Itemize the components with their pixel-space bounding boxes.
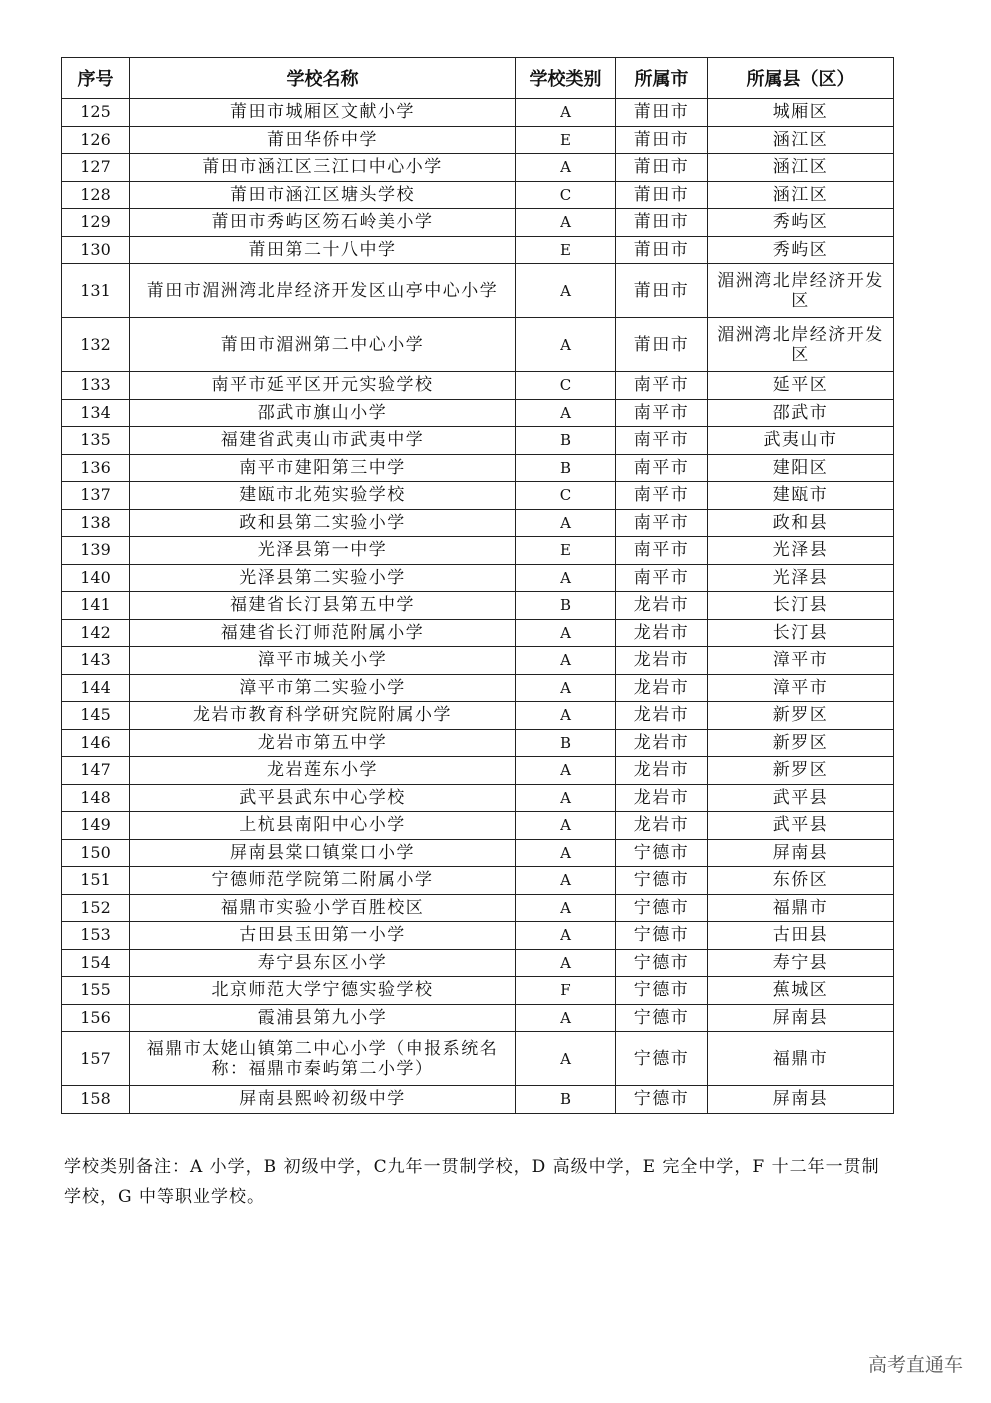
cell-city: 南平市 (616, 482, 708, 510)
cell-school-name: 霞浦县第九小学 (130, 1004, 516, 1032)
table-row (62, 537, 894, 565)
cell-county: 建瓯市 (708, 482, 894, 510)
cell-index: 147 (62, 757, 130, 785)
cell-city: 南平市 (616, 537, 708, 565)
cell-city: 宁德市 (616, 949, 708, 977)
cell-city: 南平市 (616, 372, 708, 400)
cell-index: 125 (62, 99, 130, 127)
cell-county: 屏南县 (708, 1004, 894, 1032)
cell-city: 龙岩市 (616, 729, 708, 757)
cell-school-category: A (516, 399, 616, 427)
cell-school-category: B (516, 454, 616, 482)
cell-city: 宁德市 (616, 922, 708, 950)
table-row (62, 674, 894, 702)
cell-city: 莆田市 (616, 318, 708, 372)
table-row (62, 702, 894, 730)
table-row (62, 839, 894, 867)
cell-city: 龙岩市 (616, 812, 708, 840)
cell-school-category: A (516, 647, 616, 675)
cell-city: 南平市 (616, 454, 708, 482)
cell-county: 秀屿区 (708, 236, 894, 264)
cell-school-name: 漳平市第二实验小学 (130, 674, 516, 702)
cell-county: 漳平市 (708, 674, 894, 702)
cell-county: 屏南县 (708, 1086, 894, 1114)
cell-school-name: 福建省长汀县第五中学 (130, 592, 516, 620)
cell-county: 新罗区 (708, 757, 894, 785)
school-table (61, 57, 894, 1114)
cell-index: 126 (62, 126, 130, 154)
cell-index: 133 (62, 372, 130, 400)
cell-city: 莆田市 (616, 181, 708, 209)
cell-school-category: A (516, 619, 616, 647)
cell-school-name: 上杭县南阳中心小学 (130, 812, 516, 840)
table-row (62, 812, 894, 840)
cell-index: 155 (62, 977, 130, 1005)
cell-city: 龙岩市 (616, 592, 708, 620)
header-school-name: 学校名称 (130, 58, 516, 99)
cell-index: 132 (62, 318, 130, 372)
cell-school-name: 政和县第二实验小学 (130, 509, 516, 537)
table-row (62, 454, 894, 482)
cell-index: 153 (62, 922, 130, 950)
cell-county: 涵江区 (708, 181, 894, 209)
cell-county: 屏南县 (708, 839, 894, 867)
table-row (62, 867, 894, 895)
cell-county: 武夷山市 (708, 427, 894, 455)
cell-index: 138 (62, 509, 130, 537)
cell-county: 新罗区 (708, 702, 894, 730)
table-row (62, 784, 894, 812)
cell-county: 蕉城区 (708, 977, 894, 1005)
cell-county: 涵江区 (708, 126, 894, 154)
cell-county: 湄洲湾北岸经济开发区 (708, 264, 894, 318)
cell-city: 莆田市 (616, 209, 708, 237)
cell-school-name: 屏南县熙岭初级中学 (130, 1086, 516, 1114)
cell-index: 158 (62, 1086, 130, 1114)
cell-school-name: 武平县武东中心学校 (130, 784, 516, 812)
table-row (62, 318, 894, 372)
cell-city: 宁德市 (616, 1086, 708, 1114)
cell-school-name: 莆田市涵江区塘头学校 (130, 181, 516, 209)
cell-index: 131 (62, 264, 130, 318)
cell-index: 151 (62, 867, 130, 895)
table-row (62, 509, 894, 537)
cell-school-name: 莆田市湄洲第二中心小学 (130, 318, 516, 372)
table-row (62, 757, 894, 785)
cell-index: 143 (62, 647, 130, 675)
cell-school-name: 宁德师范学院第二附属小学 (130, 867, 516, 895)
cell-school-category: C (516, 482, 616, 510)
cell-index: 152 (62, 894, 130, 922)
cell-school-name: 龙岩莲东小学 (130, 757, 516, 785)
cell-city: 南平市 (616, 399, 708, 427)
cell-school-name: 莆田市城厢区文献小学 (130, 99, 516, 127)
cell-city: 莆田市 (616, 99, 708, 127)
cell-city: 南平市 (616, 427, 708, 455)
cell-school-name: 寿宁县东区小学 (130, 949, 516, 977)
table-row (62, 209, 894, 237)
cell-school-name: 莆田市涵江区三江口中心小学 (130, 154, 516, 182)
cell-city: 宁德市 (616, 1004, 708, 1032)
cell-city: 龙岩市 (616, 757, 708, 785)
cell-index: 137 (62, 482, 130, 510)
cell-school-category: A (516, 922, 616, 950)
cell-index: 145 (62, 702, 130, 730)
cell-school-name: 福鼎市太姥山镇第二中心小学（申报系统名称：福鼎市秦屿第二小学） (130, 1032, 516, 1086)
cell-city: 宁德市 (616, 894, 708, 922)
cell-index: 156 (62, 1004, 130, 1032)
cell-school-category: A (516, 318, 616, 372)
cell-school-category: A (516, 894, 616, 922)
cell-school-name: 南平市建阳第三中学 (130, 454, 516, 482)
cell-index: 146 (62, 729, 130, 757)
cell-index: 136 (62, 454, 130, 482)
cell-school-name: 莆田市湄洲湾北岸经济开发区山亭中心小学 (130, 264, 516, 318)
cell-school-category: B (516, 592, 616, 620)
cell-school-category: E (516, 126, 616, 154)
cell-city: 龙岩市 (616, 619, 708, 647)
cell-county: 长汀县 (708, 592, 894, 620)
cell-county: 城厢区 (708, 99, 894, 127)
cell-city: 宁德市 (616, 867, 708, 895)
header-index: 序号 (62, 58, 130, 99)
table-row (62, 592, 894, 620)
cell-city: 龙岩市 (616, 647, 708, 675)
cell-school-name: 莆田市秀屿区笏石岭美小学 (130, 209, 516, 237)
cell-school-category: A (516, 564, 616, 592)
cell-school-category: A (516, 812, 616, 840)
table-row (62, 482, 894, 510)
cell-index: 141 (62, 592, 130, 620)
cell-school-category: E (516, 537, 616, 565)
table-header-row (62, 58, 894, 99)
cell-school-name: 古田县玉田第一小学 (130, 922, 516, 950)
cell-county: 漳平市 (708, 647, 894, 675)
table-row (62, 1086, 894, 1114)
cell-index: 128 (62, 181, 130, 209)
cell-county: 建阳区 (708, 454, 894, 482)
cell-school-category: A (516, 702, 616, 730)
cell-index: 130 (62, 236, 130, 264)
cell-city: 宁德市 (616, 839, 708, 867)
cell-county: 邵武市 (708, 399, 894, 427)
cell-city: 莆田市 (616, 154, 708, 182)
cell-index: 148 (62, 784, 130, 812)
cell-county: 秀屿区 (708, 209, 894, 237)
table-row (62, 99, 894, 127)
cell-school-name: 屏南县棠口镇棠口小学 (130, 839, 516, 867)
cell-county: 武平县 (708, 812, 894, 840)
table-row (62, 181, 894, 209)
header-county: 所属县（区） (708, 58, 894, 99)
table-row (62, 1032, 894, 1086)
table-row (62, 729, 894, 757)
cell-county: 涵江区 (708, 154, 894, 182)
cell-county: 福鼎市 (708, 894, 894, 922)
cell-school-category: A (516, 867, 616, 895)
table-row (62, 619, 894, 647)
cell-school-category: A (516, 1032, 616, 1086)
cell-county: 武平县 (708, 784, 894, 812)
table-row (62, 399, 894, 427)
table-row (62, 1004, 894, 1032)
cell-index: 140 (62, 564, 130, 592)
cell-index: 135 (62, 427, 130, 455)
cell-school-category: A (516, 839, 616, 867)
cell-school-category: B (516, 427, 616, 455)
cell-index: 129 (62, 209, 130, 237)
header-city: 所属市 (616, 58, 708, 99)
table-row (62, 372, 894, 400)
cell-school-category: A (516, 209, 616, 237)
cell-school-category: A (516, 1004, 616, 1032)
cell-city: 莆田市 (616, 126, 708, 154)
cell-county: 光泽县 (708, 537, 894, 565)
cell-index: 142 (62, 619, 130, 647)
cell-school-category: C (516, 181, 616, 209)
cell-index: 154 (62, 949, 130, 977)
cell-school-category: A (516, 949, 616, 977)
cell-school-name: 南平市延平区开元实验学校 (130, 372, 516, 400)
watermark: 高考直通车 (867, 1354, 963, 1376)
cell-index: 127 (62, 154, 130, 182)
cell-school-category: B (516, 729, 616, 757)
table-row (62, 236, 894, 264)
cell-county: 福鼎市 (708, 1032, 894, 1086)
table-row (62, 977, 894, 1005)
cell-city: 宁德市 (616, 1032, 708, 1086)
cell-index: 144 (62, 674, 130, 702)
cell-school-category: F (516, 977, 616, 1005)
cell-county: 东侨区 (708, 867, 894, 895)
header-school-category: 学校类别 (516, 58, 616, 99)
table-row (62, 922, 894, 950)
cell-county: 古田县 (708, 922, 894, 950)
cell-school-category: A (516, 674, 616, 702)
cell-school-name: 龙岩市第五中学 (130, 729, 516, 757)
table-row (62, 154, 894, 182)
cell-county: 湄洲湾北岸经济开发区 (708, 318, 894, 372)
cell-school-category: A (516, 99, 616, 127)
cell-index: 150 (62, 839, 130, 867)
cell-county: 光泽县 (708, 564, 894, 592)
cell-school-name: 福建省武夷山市武夷中学 (130, 427, 516, 455)
cell-city: 南平市 (616, 509, 708, 537)
table-row (62, 894, 894, 922)
table-row (62, 126, 894, 154)
table-row (62, 427, 894, 455)
table-row (62, 647, 894, 675)
category-note: 学校类别备注：A 小学，B 初级中学，C九年一贯制学校，D 高级中学，E 完全中学，F 十二年一贯制学校，G 中等职业学校。 (64, 1157, 880, 1207)
cell-county: 政和县 (708, 509, 894, 537)
cell-index: 149 (62, 812, 130, 840)
cell-school-category: A (516, 784, 616, 812)
cell-city: 龙岩市 (616, 674, 708, 702)
cell-school-category: B (516, 1086, 616, 1114)
cell-school-category: A (516, 509, 616, 537)
cell-school-category: C (516, 372, 616, 400)
cell-school-name: 漳平市城关小学 (130, 647, 516, 675)
cell-school-name: 光泽县第一中学 (130, 537, 516, 565)
cell-county: 延平区 (708, 372, 894, 400)
cell-city: 莆田市 (616, 264, 708, 318)
cell-index: 134 (62, 399, 130, 427)
cell-school-category: A (516, 757, 616, 785)
cell-school-name: 福建省长汀师范附属小学 (130, 619, 516, 647)
cell-school-name: 福鼎市实验小学百胜校区 (130, 894, 516, 922)
cell-school-name: 龙岩市教育科学研究院附属小学 (130, 702, 516, 730)
cell-school-name: 北京师范大学宁德实验学校 (130, 977, 516, 1005)
cell-county: 新罗区 (708, 729, 894, 757)
cell-county: 寿宁县 (708, 949, 894, 977)
cell-city: 龙岩市 (616, 702, 708, 730)
cell-school-category: A (516, 154, 616, 182)
table-row (62, 949, 894, 977)
cell-city: 宁德市 (616, 977, 708, 1005)
cell-school-name: 莆田第二十八中学 (130, 236, 516, 264)
cell-city: 南平市 (616, 564, 708, 592)
cell-city: 龙岩市 (616, 784, 708, 812)
cell-index: 157 (62, 1032, 130, 1086)
cell-school-category: E (516, 236, 616, 264)
cell-city: 莆田市 (616, 236, 708, 264)
cell-school-name: 邵武市旗山小学 (130, 399, 516, 427)
table-row (62, 264, 894, 318)
cell-school-name: 莆田华侨中学 (130, 126, 516, 154)
cell-school-name: 建瓯市北苑实验学校 (130, 482, 516, 510)
cell-index: 139 (62, 537, 130, 565)
cell-school-name: 光泽县第二实验小学 (130, 564, 516, 592)
table-row (62, 564, 894, 592)
table-body (62, 99, 894, 1114)
cell-county: 长汀县 (708, 619, 894, 647)
cell-school-category: A (516, 264, 616, 318)
